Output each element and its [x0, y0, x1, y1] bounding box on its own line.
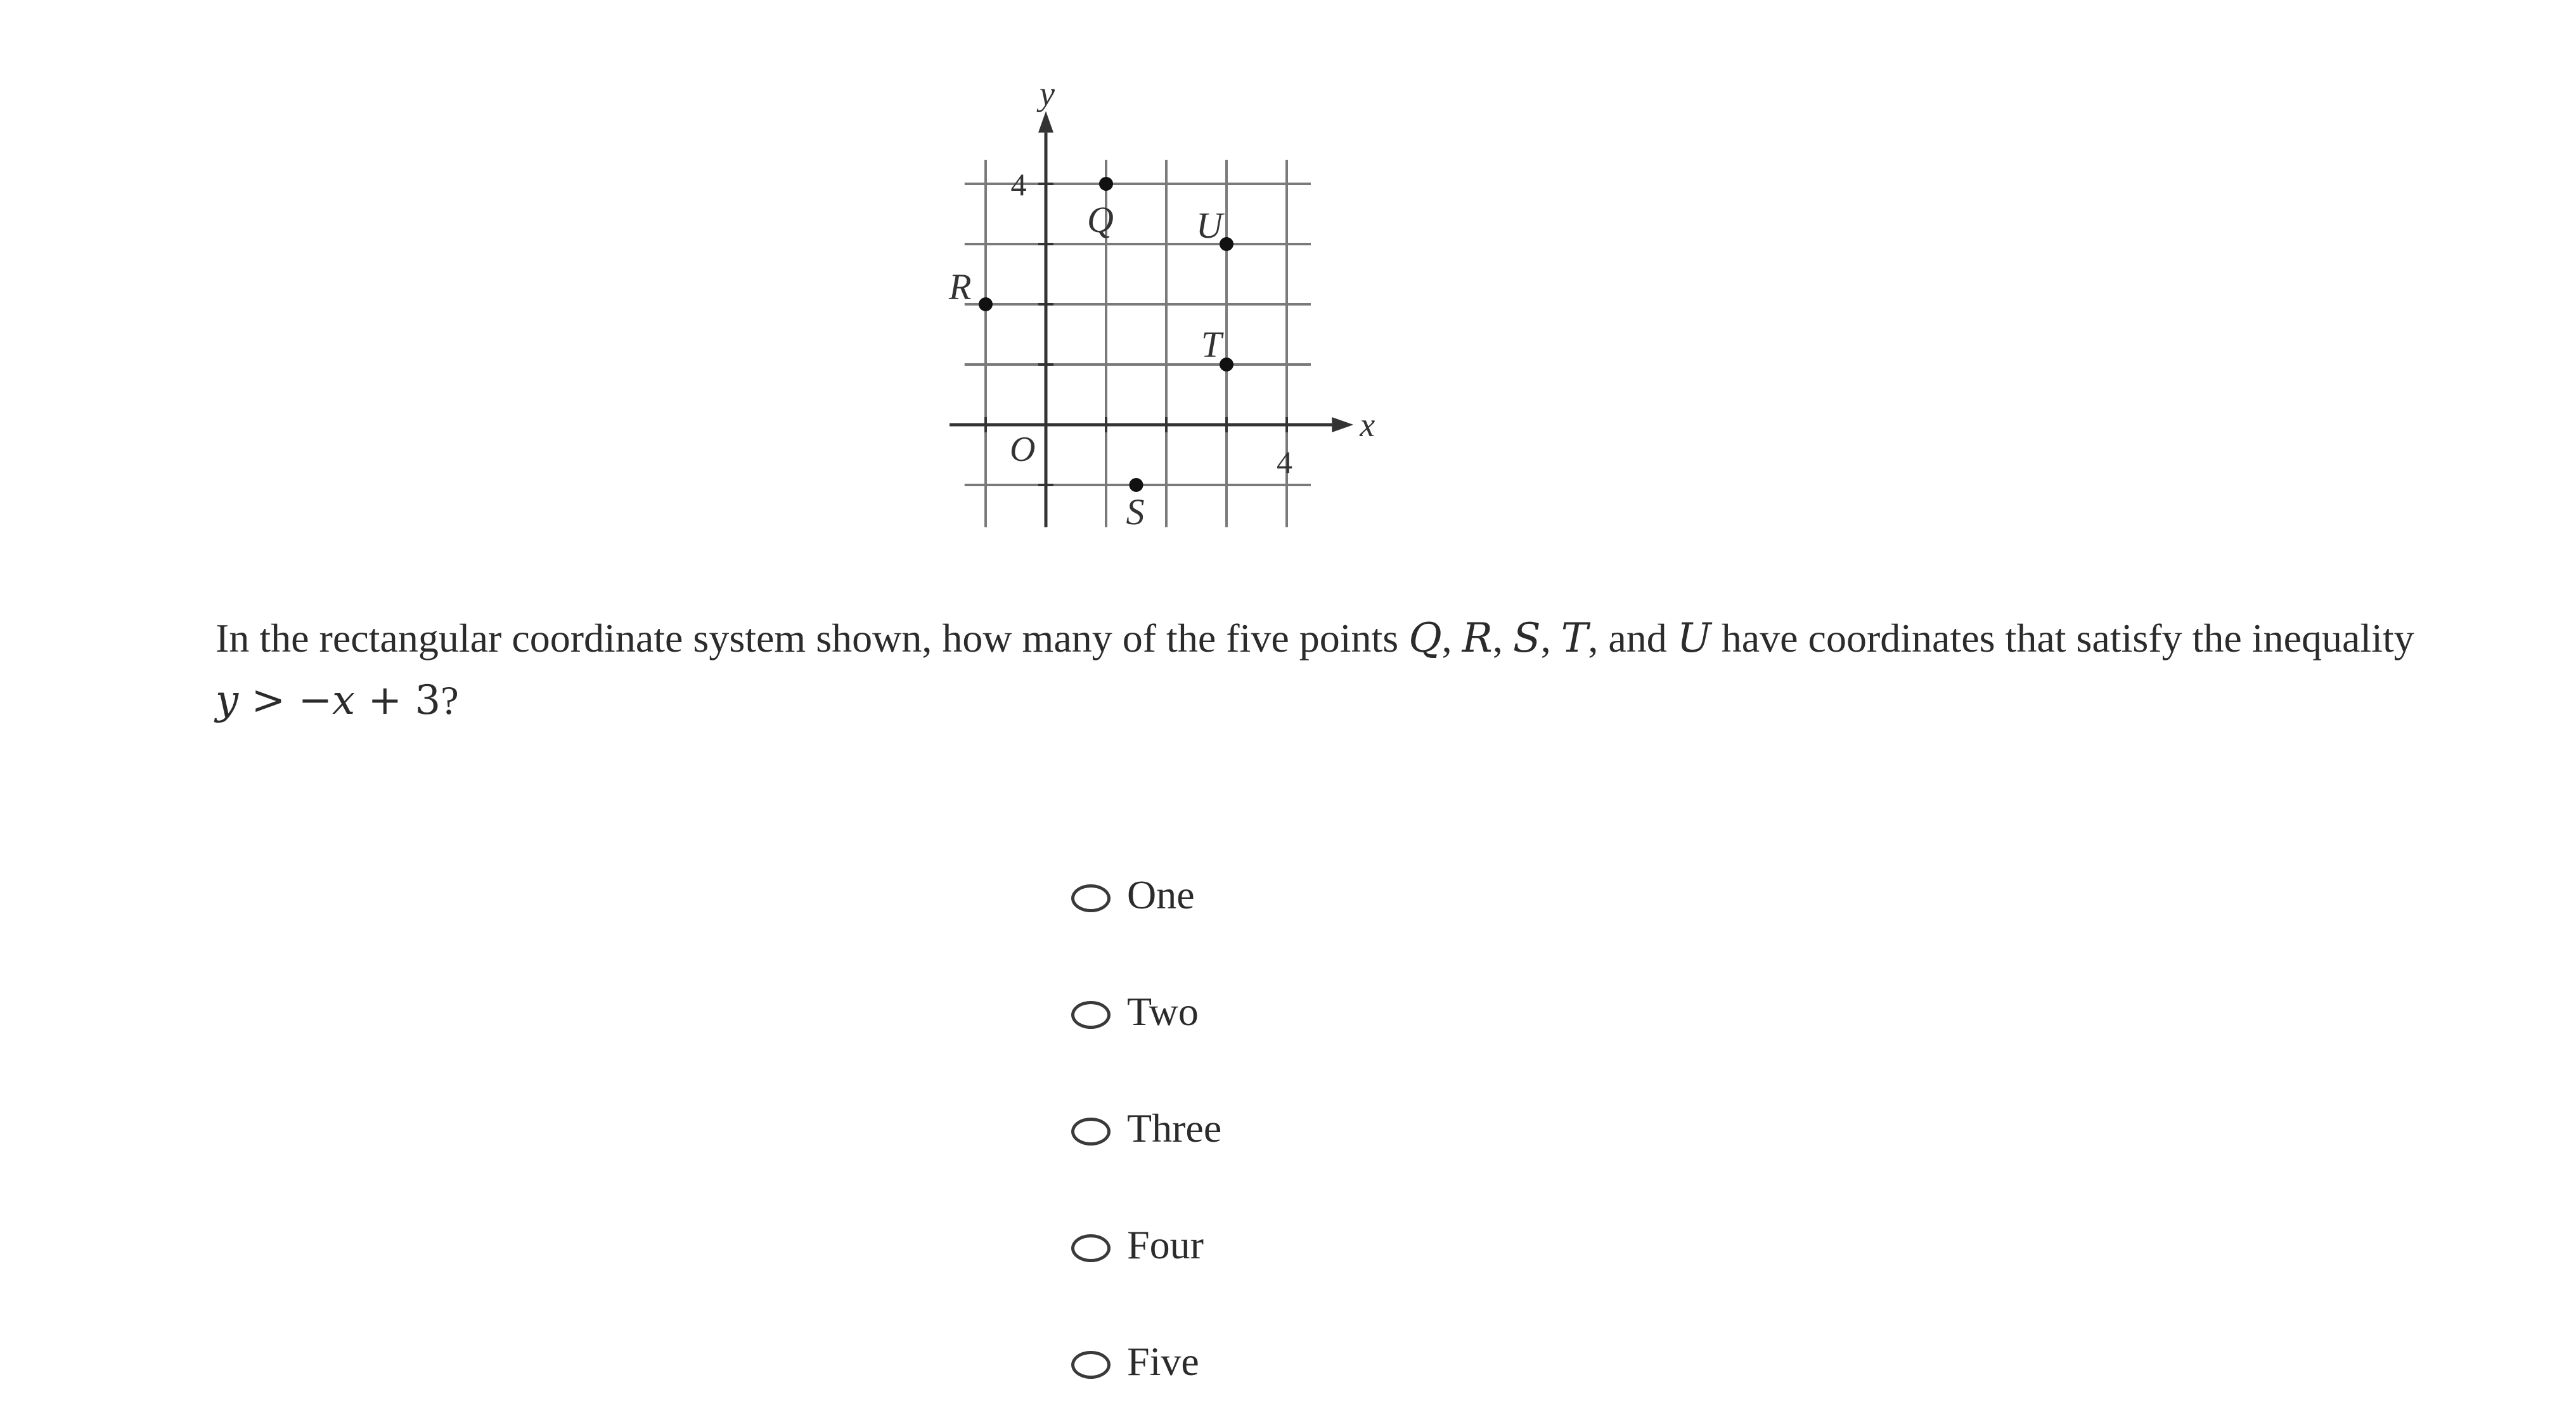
question-text-part: In the rectangular coordinate system shown, how many of the five points	[216, 616, 1409, 661]
choice-four[interactable]	[1071, 1187, 1221, 1303]
y-axis-label: y	[1040, 74, 1055, 113]
question-text	[216, 607, 2415, 732]
point-label-t: T	[1201, 324, 1222, 365]
choice-two[interactable]	[1071, 953, 1221, 1070]
point-label-r: R	[949, 266, 972, 307]
inequality-x: x	[332, 677, 356, 724]
separator: , and	[1588, 616, 1677, 661]
x-axis-arrow	[1332, 417, 1353, 432]
separator: ,	[1540, 616, 1561, 661]
radio-icon[interactable]	[1071, 1118, 1111, 1146]
coordinate-grid	[938, 63, 1375, 545]
point-name-q: Q	[1408, 615, 1442, 662]
point-s	[1130, 478, 1143, 492]
answer-choices	[1071, 837, 1221, 1420]
choice-label: Five	[1127, 1339, 1199, 1384]
separator: ,	[1441, 616, 1462, 661]
radio-icon[interactable]	[1071, 1001, 1111, 1029]
choice-three[interactable]	[1071, 1070, 1221, 1187]
choice-label: Three	[1127, 1106, 1222, 1151]
point-label-q: Q	[1087, 199, 1114, 240]
x-tick-label: 4	[1277, 444, 1292, 480]
point-label-u: U	[1196, 205, 1223, 246]
question-text-part: have coordinates that satisfy the inequality	[1711, 616, 2414, 661]
point-name-t: T	[1561, 615, 1588, 662]
point-r	[979, 297, 993, 311]
inequality-y: y	[216, 677, 239, 724]
x-axis-label: x	[1360, 406, 1375, 444]
choice-label: One	[1127, 872, 1195, 917]
point-name-r: R	[1462, 615, 1493, 662]
inequality-constant: + 3	[355, 677, 441, 724]
radio-icon[interactable]	[1071, 1234, 1111, 1262]
point-name-s: S	[1512, 615, 1541, 662]
point-name-u: U	[1677, 615, 1711, 662]
coordinate-figure	[938, 63, 1375, 545]
choice-five[interactable]	[1071, 1303, 1221, 1420]
inequality-operator: > −	[238, 677, 333, 724]
point-q	[1099, 177, 1113, 191]
point-t	[1220, 358, 1233, 371]
y-axis-arrow	[1038, 111, 1053, 132]
origin-label: O	[1010, 430, 1036, 469]
choice-label: Two	[1127, 989, 1199, 1034]
choice-one[interactable]	[1071, 837, 1221, 953]
radio-icon[interactable]	[1071, 884, 1111, 912]
point-label-s: S	[1126, 491, 1145, 532]
question-mark: ?	[441, 678, 459, 723]
radio-icon[interactable]	[1071, 1351, 1111, 1379]
choice-label: Four	[1127, 1222, 1204, 1267]
separator: ,	[1492, 616, 1513, 661]
y-tick-label: 4	[1010, 167, 1027, 202]
